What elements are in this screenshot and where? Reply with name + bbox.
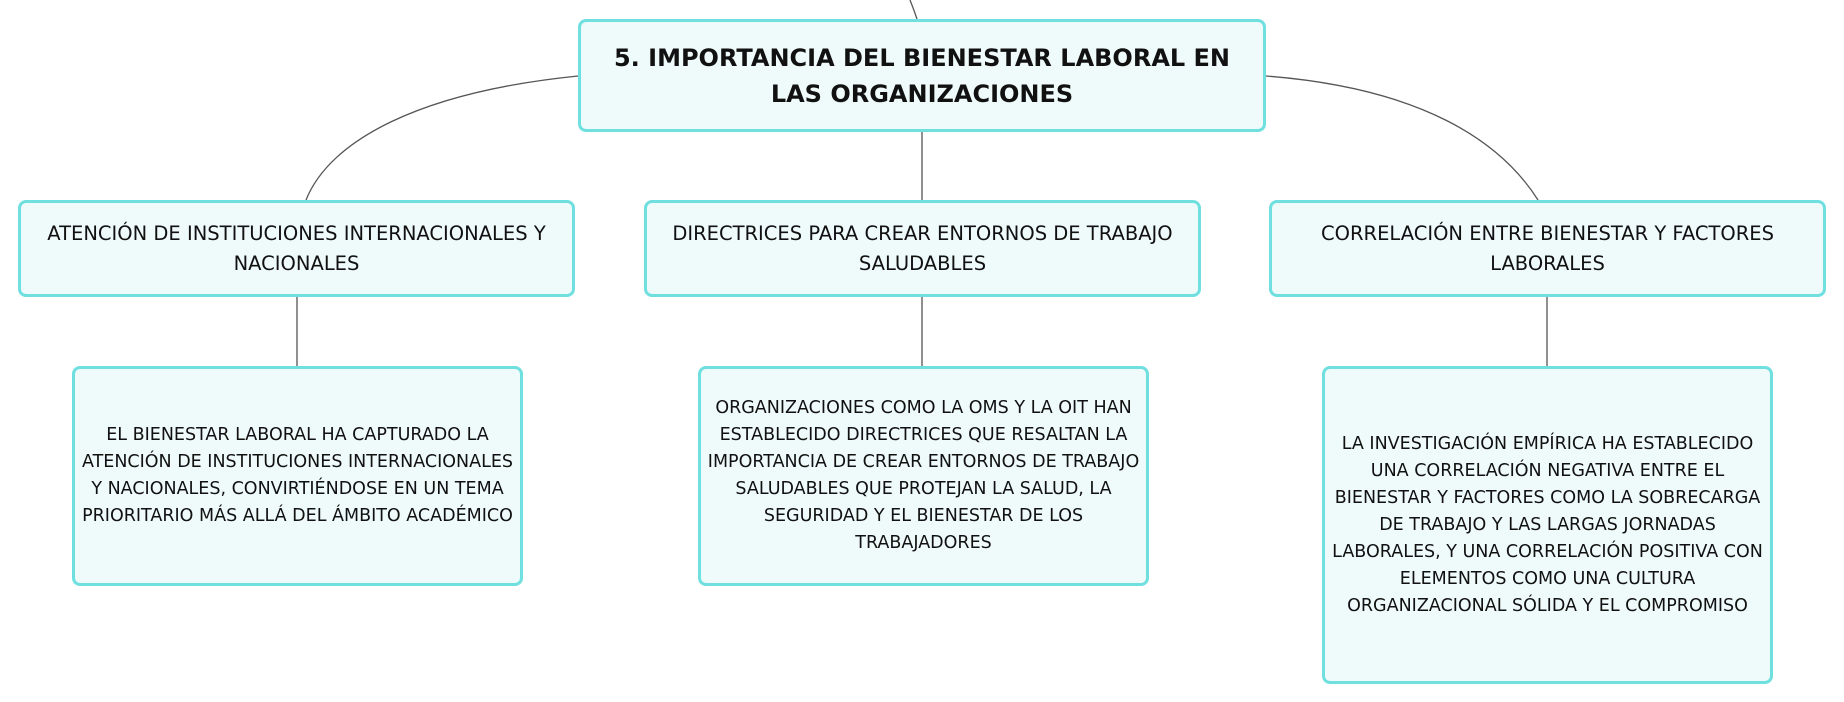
subtopic-healthy-environments[interactable] — [644, 200, 1201, 297]
subtopic-international-attention[interactable] — [18, 200, 575, 297]
subtopic-label: ATENCIÓN DE INSTITUCIONES INTERNACIONALES Y NACIONALES — [47, 221, 546, 275]
detail-healthy-environments[interactable] — [698, 366, 1149, 586]
connector-parent-to-root — [910, 0, 917, 19]
root-topic-label: 5. IMPORTANCIA DEL BIENESTAR LABORAL EN LAS ORGANIZACIONES — [613, 43, 1231, 108]
detail-international-attention[interactable] — [72, 366, 523, 586]
detail-wellbeing-correlation[interactable] — [1322, 366, 1773, 684]
detail-text: EL BIENESTAR LABORAL HA CAPTURADO LA ATENCIÓN DE INSTITUCIONES INTERNACIONALES Y NACIONALES, CONVIRTIÉNDOSE EN UN TEMA PRIORITARIO MÁS ALLÁ DEL ÁMBITO ACADÉMICO — [81, 425, 514, 526]
connector-root-to-branch-3 — [1266, 76, 1538, 200]
subtopic-label: CORRELACIÓN ENTRE BIENESTAR Y FACTORES LABORALES — [1321, 221, 1774, 275]
subtopic-label: DIRECTRICES PARA CREAR ENTORNOS DE TRABAJO SALUDABLES — [672, 221, 1173, 275]
detail-text: ORGANIZACIONES COMO LA OMS Y LA OIT HAN ESTABLECIDO DIRECTRICES QUE RESALTAN LA IMPORTANCIA DE CREAR ENTORNOS DE TRABAJO SALUDABLES QUE PROTEJAN LA SALUD, LA SEGURIDAD Y EL BIENESTAR DE LOS TRABAJADORES — [707, 398, 1140, 553]
root-topic[interactable] — [578, 19, 1266, 132]
subtopic-wellbeing-correlation[interactable] — [1269, 200, 1826, 297]
detail-text: LA INVESTIGACIÓN EMPÍRICA HA ESTABLECIDO UNA CORRELACIÓN NEGATIVA ENTRE EL BIENESTAR Y FACTORES COMO LA SOBRECARGA DE TRABAJO Y LAS LARGAS JORNADAS LABORALES, Y UNA CORRELACIÓN POSITIVA CON ELEMENTOS COMO UNA CULTURA ORGANIZACIONAL SÓLIDA Y EL COMPROMISO — [1332, 433, 1763, 616]
connector-root-to-branch-1 — [306, 76, 578, 200]
